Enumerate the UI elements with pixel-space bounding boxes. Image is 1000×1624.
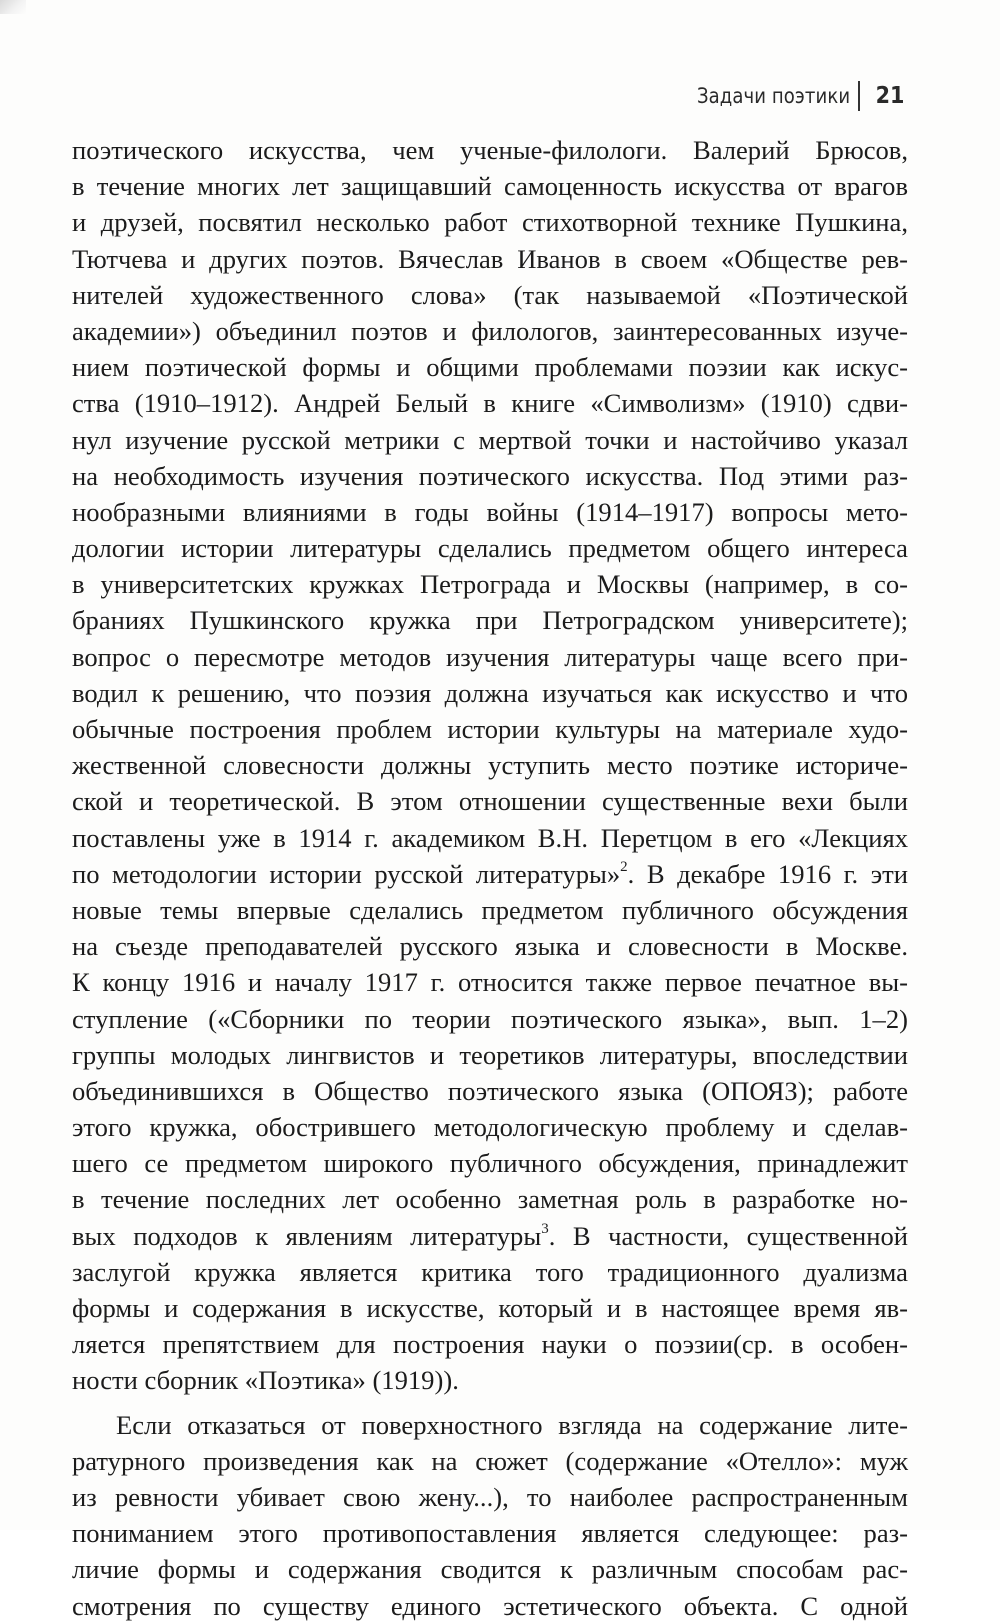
text-fragment: вых подходов к явлениям литературы [72,1220,542,1251]
footnote-ref-2[interactable]: 2 [620,858,628,875]
text-line: ства (1910–1912). Андрей Белый в книге «Символизм» (1910) сдви- [72,388,908,419]
text-line: ляется препятствием для построения науки о поэзии(ср. в особен- [72,1329,908,1360]
footnote-ref-3[interactable]: 3 [541,1220,549,1237]
running-head-title: Задачи поэтики [696,84,850,108]
text-line: обычные построения проблем истории культуры на материале худо- [72,714,908,744]
text-fragment: . В декабре 1916 г. эти [627,858,908,889]
text-line: ности сборник «Поэтика» (1919)). [72,1365,459,1396]
text-line: нием поэтической формы и общими проблемами поэзии как искус- [72,352,908,383]
paragraph-2 [72,1407,908,1624]
text-line: К концу 1916 и началу 1917 г. относится также первое печатное вы- [72,967,908,998]
text-fragment: . В частности, существенной [548,1220,908,1251]
text-line: поэтического искусства, чем ученые-филологи. Валерий Брюсов, [72,135,908,165]
text-line: ской и теоретической. В этом отношении существенные вехи были [72,786,908,817]
text-line: в течение последних лет особенно заметная роль в разработке но- [72,1184,908,1215]
text-line: группы молодых лингвистов и теоретиков литературы, впоследствии [72,1039,908,1070]
text-line: объединившихся в Общество поэтического языка (ОПОЯЗ); работе [72,1075,908,1106]
text-line: на съезде преподавателей русского языка и словесности в Москве. [72,931,908,962]
text-line-with-footnote [72,1218,908,1254]
text-line: заслугой кружка является критика того традиционного дуализма [72,1256,908,1287]
text-line-with-footnote [72,856,908,892]
text-line: и друзей, посвятил несколько работ стихотворной технике Пушкина, [72,207,908,238]
text-line: ратурного произведения как на сюжет (содержание «Отелло»: муж [72,1445,908,1476]
text-line: формы и содержания в искусстве, который и в настоящее время яв- [72,1293,908,1323]
text-line: Тютчева и других поэтов. Вячеслав Иванов в своем «Обществе рев- [72,243,908,274]
text-line: ступление («Сборники по теории поэтического языка», вып. 1–2) [72,1003,908,1034]
text-fragment: по методологии истории русской литературы» [72,858,621,889]
text-line: в университетских кружках Петрограда и Москвы (например, в со- [72,569,908,600]
scan-shadow [0,0,26,14]
text-line: академии») объединил поэтов и филологов, заинтересованных изуче- [72,315,908,346]
text-line: нул изучение русской метрики с мертвой точки и настойчиво указал [72,424,908,455]
running-head-divider [858,81,860,111]
text-line: пониманием этого противопоставления является следующее: раз- [72,1518,908,1549]
page-number: 21 [875,83,905,109]
text-line: личие формы и содержания сводится к различным способам рас- [72,1554,908,1585]
text-line: на необходимость изучения поэтического искусства. Под этими раз- [72,460,908,491]
text-line: в течение многих лет защищавший самоценность искусства от врагов [72,171,908,202]
text-line: этого кружка, обострившего методологическую проблему и сделав- [72,1112,908,1143]
text-line: поставлены уже в 1914 г. академиком В.Н. Перетцом в его «Лекциях [72,822,908,853]
text-line: браниях Пушкинского кружка при Петроградском университете); [72,605,908,636]
text-line: смотрения по существу единого эстетического объекта. С одной [72,1590,908,1621]
text-line: новые темы впервые сделались предметом публичного обсуждения [72,894,908,925]
running-head [672,76,906,116]
paragraph-1 [72,132,908,1399]
text-line: Если отказаться от поверхностного взгляда на содержание лите- [116,1409,908,1440]
text-line: водил к решению, что поэзия должна изучаться как искусство и что [72,677,908,708]
text-line: из ревности убивает свою жену...), то наиболее распространенным [72,1481,908,1512]
text-line: дологии истории литературы сделались предметом общего интереса [72,533,908,564]
text-line: вопрос о пересмотре методов изучения литературы чаще всего при- [72,641,908,672]
body-text [72,132,908,1624]
text-line: нообразными влияниями в годы войны (1914–1917) вопросы мето- [72,496,908,527]
text-line: жественной словесности должны уступить место поэтике историче- [72,750,908,781]
text-line: шего се предметом широкого публичного обсуждения, принадлежит [72,1148,908,1179]
text-line: нителей художественного слова» (так называемой «Поэтической [72,279,908,310]
